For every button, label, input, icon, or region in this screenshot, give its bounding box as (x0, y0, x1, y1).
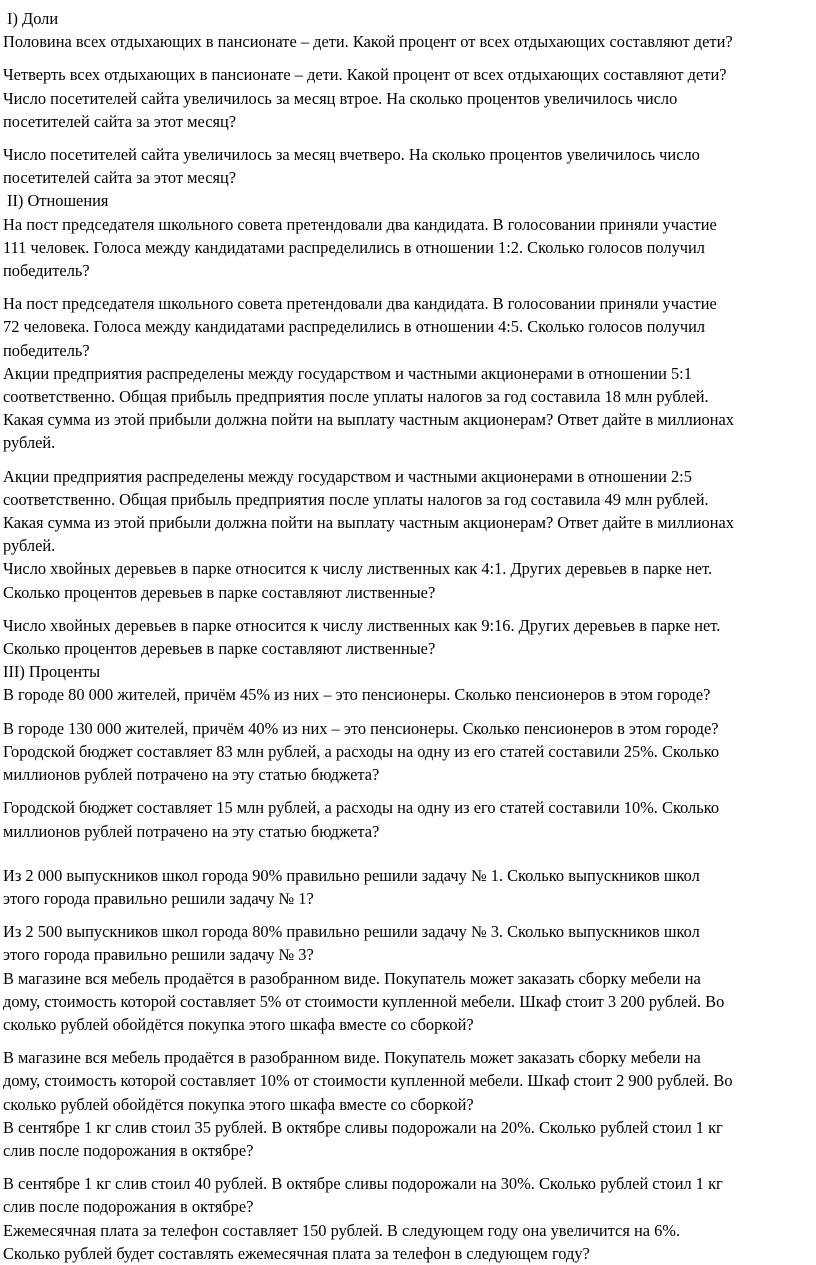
text-line: В сентябре 1 кг слив стоил 40 рублей. В октябре сливы подорожали на 30%. Сколько рублей стоил 1 кг (3, 1174, 723, 1194)
paragraph-spacer (3, 1036, 816, 1046)
text-line: Число посетителей сайта увеличилось за месяц втрое. На сколько процентов увеличилось число (3, 88, 678, 108)
text-line: дому, стоимость которой составляет 5% от стоимости купленной мебели. Шкаф стоит 3 200 рублей. Во (3, 991, 725, 1011)
text-line: сколько рублей обойдётся покупка этого шкафа вместе со сборкой? (3, 1094, 474, 1114)
text-line: 111 человек. Голоса между кандидатами распределились в отношении 1:2. Сколько голосов получил (3, 237, 705, 257)
paragraph-spacer (3, 786, 816, 796)
text-line: дому, стоимость которой составляет 10% от стоимости купленной мебели. Шкаф стоит 2 900 рублей. Во (3, 1071, 733, 1091)
text-line: На пост председателя школьного совета претендовали два кандидата. В голосовании приняли участие (3, 294, 717, 314)
section-heading-ratios: II) Отношения (7, 191, 109, 211)
problem-paragraph (3, 557, 816, 603)
problem-paragraph (3, 63, 816, 86)
problem-paragraph (3, 87, 816, 133)
text-line: Четверть всех отдыхающих в пансионате – дети. Какой процент от всех отдыхающих составляют дети? (3, 65, 727, 85)
text-line: посетителей сайта за этот месяц? (3, 168, 237, 188)
paragraph-spacer (3, 282, 816, 292)
text-line: Половина всех отдыхающих в пансионате – дети. Какой процент от всех отдыхающих составляют дети? (3, 32, 733, 52)
text-line: рублей. (3, 433, 56, 453)
text-line: победитель? (3, 261, 90, 281)
text-line: В городе 80 000 жителей, причём 45% из них – это пенсионеры. Сколько пенсионеров в этом городе? (3, 685, 711, 705)
text-line: Число хвойных деревьев в парке относится к числу лиственных как 4:1. Других деревьев в парке нет. (3, 559, 713, 579)
text-line: В магазине вся мебель продаётся в разобранном виде. Покупатель может заказать сборку мебели на (3, 968, 701, 988)
problem-paragraph (3, 30, 816, 53)
text-line: В магазине вся мебель продаётся в разобранном виде. Покупатель может заказать сборку мебели на (3, 1048, 701, 1068)
problem-paragraph (3, 614, 816, 660)
problem-paragraph (3, 1219, 816, 1265)
problem-paragraph (3, 864, 816, 910)
paragraph-spacer (3, 910, 816, 920)
text-line: Какая сумма из этой прибыли должна пойти на выплату частным акционерам? Ответ дайте в миллионах (3, 513, 734, 533)
text-line: Из 2 500 выпускников школ города 80% правильно решили задачу № 3. Сколько выпускников школ (3, 922, 700, 942)
text-line: Какая сумма из этой прибыли должна пойти на выплату частным акционерам? Ответ дайте в миллионах (3, 410, 734, 430)
problem-paragraph (3, 967, 816, 1037)
problem-paragraph (3, 292, 816, 362)
problem-paragraph (3, 920, 816, 966)
text-line: соответственно. Общая прибыль предприятия после уплаты налогов за год составила 49 млн рублей. (3, 489, 709, 509)
problem-paragraph (3, 796, 816, 842)
section-heading-percents: III) Проценты (3, 662, 101, 682)
text-line: Городской бюджет составляет 83 млн рублей, а расходы на одну из его статей составили 25%. Сколько (3, 741, 720, 761)
problem-paragraph (3, 740, 816, 786)
text-line: В городе 130 000 жителей, причём 40% из них – это пенсионеры. Сколько пенсионеров в этом городе? (3, 718, 719, 738)
text-line: этого города правильно решили задачу № 1? (3, 888, 314, 908)
problem-paragraph (3, 143, 816, 189)
problem-paragraph (3, 683, 816, 706)
problem-paragraph (3, 465, 816, 558)
problem-paragraph (3, 1116, 816, 1162)
section-heading-shares: I) Доли (7, 9, 59, 28)
text-line: миллионов рублей потрачено на эту статью бюджета? (3, 821, 380, 841)
paragraph-spacer (3, 133, 816, 143)
text-line: Акции предприятия распределены между государством и частными акционерами в отношении 2:5 (3, 466, 692, 486)
text-line: посетителей сайта за этот месяц? (3, 111, 237, 131)
paragraph-spacer (3, 604, 816, 614)
text-line: Сколько рублей будет составлять ежемесячная плата за телефон в следующем году? (3, 1243, 590, 1263)
paragraph-spacer (3, 455, 816, 465)
text-line: этого города правильно решили задачу № 3? (3, 945, 314, 965)
problem-paragraph (3, 1046, 816, 1116)
text-line: победитель? (3, 340, 90, 360)
paragraph-spacer (3, 53, 816, 63)
text-line: 72 человека. Голоса между кандидатами распределились в отношении 4:5. Сколько голосов получил (3, 317, 706, 337)
text-line: Городской бюджет составляет 15 млн рублей, а расходы на одну из его статей составили 10%. Сколько (3, 798, 720, 818)
text-line: сколько рублей обойдётся покупка этого шкафа вместе со сборкой? (3, 1014, 474, 1034)
text-line: Сколько процентов деревьев в парке составляют лиственные? (3, 639, 436, 659)
text-line: На пост председателя школьного совета претендовали два кандидата. В голосовании приняли участие (3, 214, 717, 234)
text-line: Акции предприятия распределены между государством и частными акционерами в отношении 5:1 (3, 363, 692, 383)
text-line: В сентябре 1 кг слив стоил 35 рублей. В октябре сливы подорожали на 20%. Сколько рублей стоил 1 кг (3, 1117, 723, 1137)
text-line: соответственно. Общая прибыль предприятия после уплаты налогов за год составила 18 млн рублей. (3, 387, 709, 407)
text-line: рублей. (3, 536, 56, 556)
text-line: Число посетителей сайта увеличилось за месяц вчетверо. На сколько процентов увеличилось число (3, 145, 700, 165)
text-line: Сколько процентов деревьев в парке составляют лиственные? (3, 582, 436, 602)
paragraph-spacer (3, 707, 816, 717)
problem-paragraph (3, 362, 816, 455)
text-line: Число хвойных деревьев в парке относится к числу лиственных как 9:16. Других деревьев в парке нет. (3, 615, 721, 635)
text-line: Ежемесячная плата за телефон составляет 150 рублей. В следующем году она увеличится на 6%. (3, 1220, 681, 1240)
paragraph-spacer (3, 1162, 816, 1172)
problem-paragraph (3, 213, 816, 283)
paragraph-spacer (3, 843, 816, 864)
problem-paragraph (3, 717, 816, 740)
text-line: слив после подорожания в октябре? (3, 1140, 254, 1160)
text-line: слив после подорожания в октябре? (3, 1197, 254, 1217)
text-line: Из 2 000 выпускников школ города 90% правильно решили задачу № 1. Сколько выпускников школ (3, 865, 700, 885)
problem-paragraph (3, 1172, 816, 1218)
text-line: миллионов рублей потрачено на эту статью бюджета? (3, 765, 380, 785)
